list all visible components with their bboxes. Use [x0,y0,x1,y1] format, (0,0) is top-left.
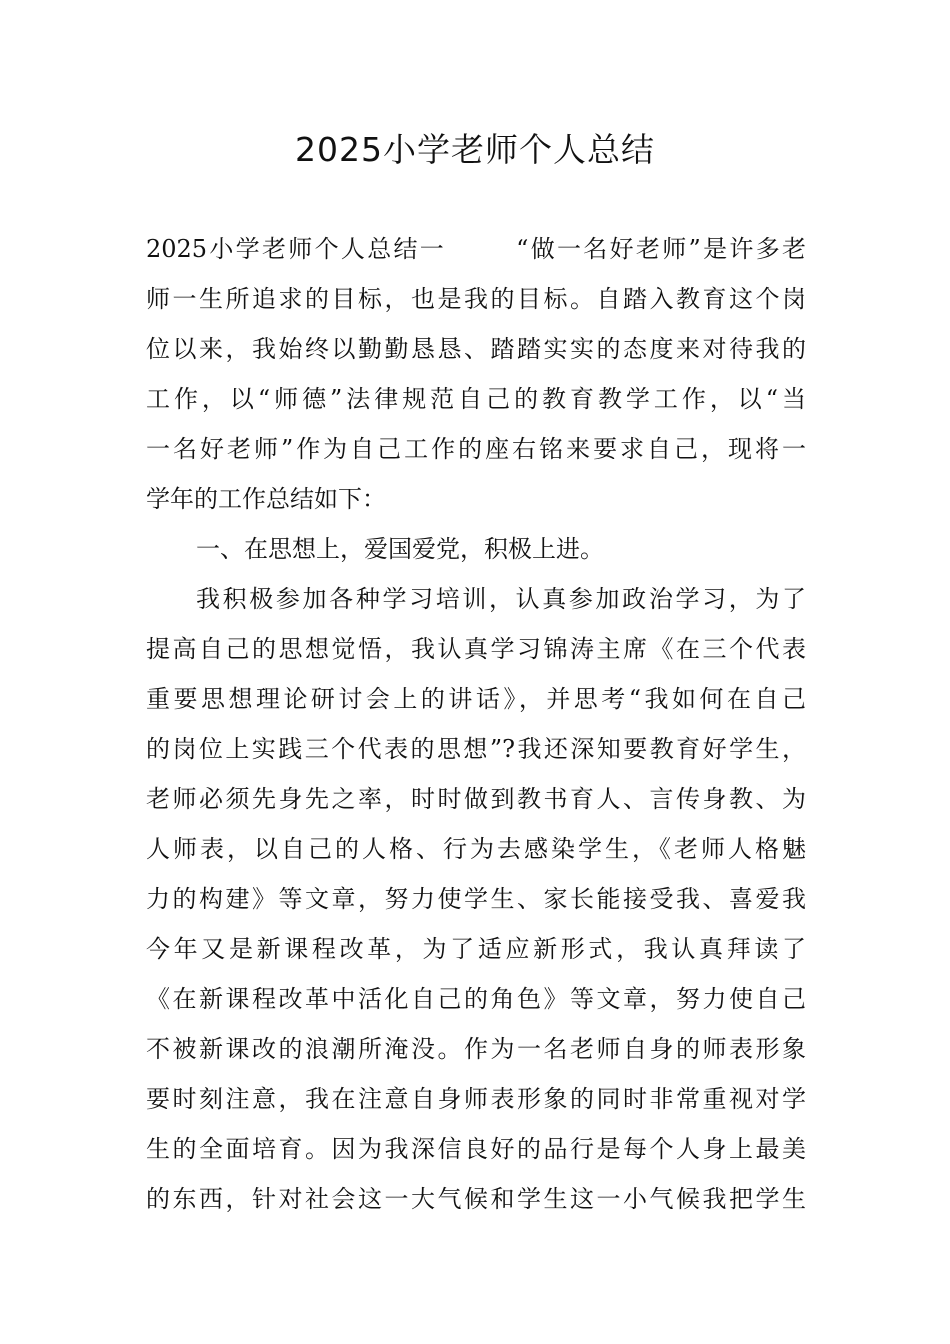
body-line: 提高自己的思想觉悟，我认真学习锦涛主席《在三个代表 [146,635,806,663]
body-line: 力的构建》等文章，努力使学生、家长能接受我、喜爱我 [146,885,806,913]
section-heading-inline: 2025小学老师个人总结一 [146,235,447,263]
body-line: 今年又是新课程改革，为了适应新形式，我认真拜读了 [146,935,806,963]
body-line: 人师表，以自己的人格、行为去感染学生，《老师人格魅 [146,835,806,863]
body-line: 一名好老师”作为自己工作的座右铭来要求自己，现将一 [146,435,806,463]
body-line: 老师必须先身先之率，时时做到教书育人、言传身教、为 [146,785,806,813]
body-line: 重要思想理论研讨会上的讲话》，并思考“我如何在自己 [146,685,806,713]
section-heading: 一、在思想上，爱国爱党，积极上进。 [196,535,604,563]
body-line: 生的全面培育。因为我深信良好的品行是每个人身上最美 [146,1135,806,1163]
document-title: 2025小学老师个人总结 [295,130,655,169]
body-line: 要时刻注意，我在注意自身师表形象的同时非常重视对学 [146,1085,806,1113]
body-line: 的岗位上实践三个代表的思想”?我还深知要教育好学生， [146,735,806,763]
document-body [146,224,806,1224]
body-line: 师一生所追求的目标，也是我的目标。自踏入教育这个岗 [146,285,806,313]
body-line: 《在新课程改革中活化自己的角色》等文章，努力使自己 [146,985,806,1013]
body-line: 我积极参加各种学习培训，认真参加政治学习，为了 [196,585,806,613]
body-line-text: “做一名好老师”是许多老 [516,235,807,263]
body-line: 学年的工作总结如下： [146,485,386,513]
body-line: 工作，以“师德”法律规范自己的教育教学工作，以“当 [146,385,806,413]
body-line: 的东西，针对社会这一大气候和学生这一小气候我把学生 [146,1185,806,1213]
body-line: 位以来，我始终以勤勤恳恳、踏踏实实的态度来对待我的 [146,335,806,363]
body-line [146,224,806,274]
body-line: 不被新课改的浪潮所淹没。作为一名老师自身的师表形象 [146,1035,806,1063]
